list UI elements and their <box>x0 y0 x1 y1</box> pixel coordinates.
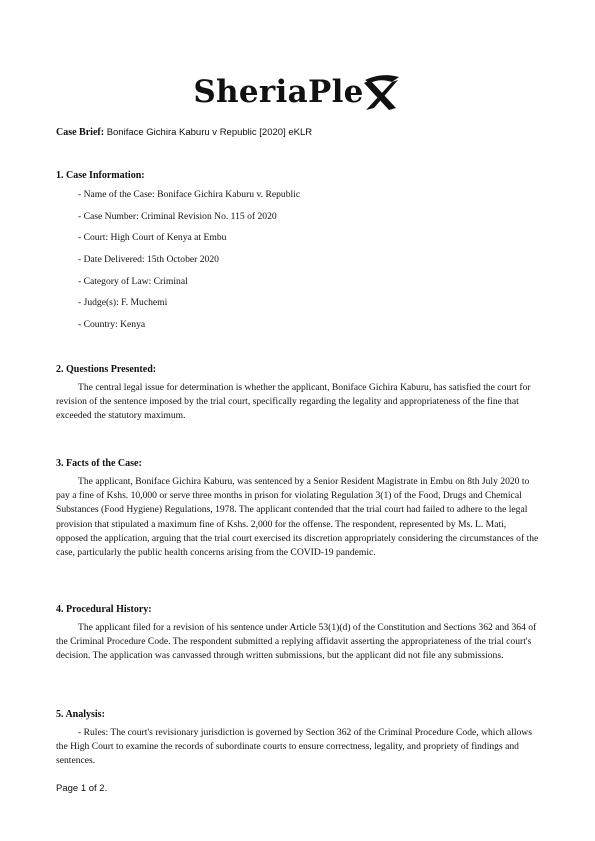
list-item: - Date Delivered: 15th October 2020 <box>78 254 219 266</box>
section-heading: 5. Analysis: <box>56 709 105 720</box>
questions-section <box>56 364 540 424</box>
case-brief-label: Case Brief: <box>56 127 105 138</box>
page-number: Page 1 of 2. <box>56 783 108 794</box>
logo-x-mark-icon <box>362 74 402 112</box>
section-paragraph: The central legal issue for determination is whether the applicant, Boniface Gichira Kaburu, has satisfied the court for revision of the sentence imposed by the trial court, specifically regarding the legality and appropriateness of the fine that exceeded the statutory maximum. <box>56 382 531 422</box>
list-item: - Court: High Court of Kenya at Embu <box>78 232 227 244</box>
facts-section <box>56 458 540 560</box>
list-item: - Judge(s): F. Muchemi <box>78 297 168 309</box>
list-item: - Case Number: Criminal Revision No. 115 of 2020 <box>78 210 277 222</box>
section-heading: 1. Case Information: <box>56 170 145 181</box>
section-heading: 3. Facts of the Case: <box>56 458 142 469</box>
case-brief-line <box>56 127 312 138</box>
section-heading: 4. Procedural History: <box>56 604 152 615</box>
section-paragraph: - Rules: The court's revisionary jurisdiction is governed by Section 362 of the Criminal Procedure Code, which allows the High Court to examine the records of subordinate courts to ensure correctness, legality, and propriety of findings and sentences. <box>56 727 532 767</box>
list-item: - Category of Law: Criminal <box>78 275 188 287</box>
list-item: - Country: Kenya <box>78 319 146 331</box>
section-paragraph: The applicant, Boniface Gichira Kaburu, was sentenced by a Senior Resident Magistrate in Embu on 8th July 2020 to pay a fine of Kshs. 10,000 or serve three months in prison for violating Regulation 3(1) of the Food, Drugs and Chemical Substances (Food Hygiene) Regulations, 1978. The applicant contended that the trial court had failed to adhere to the legal provision that stipulated a maximum fine of Kshs. 2,000 for the offense. The respondent, represented by Ms. L. Mati, opposed the application, arguing that the trial court exercised its discretion appropriately considering the circumstances of the case, particularly the public health concerns arising from the COVID-19 pandemic. <box>56 476 539 559</box>
case-information-list <box>56 188 540 331</box>
analysis-section <box>56 709 540 769</box>
section-heading: 2. Questions Presented: <box>56 364 157 375</box>
logo-text: SheriaPle <box>193 74 364 110</box>
case-information-section <box>56 170 540 331</box>
brand-logo <box>0 72 595 112</box>
list-item: - Name of the Case: Boniface Gichira Kaburu v. Republic <box>78 189 301 200</box>
procedural-history-section <box>56 604 540 664</box>
section-paragraph: The applicant filed for a revision of his sentence under Article 53(1)(d) of the Constitution and Sections 362 and 364 of the Criminal Procedure Code. The respondent submitted a replying affidavit asserting the appropriateness of the trial court's decision. The application was canvassed through written submissions, but the applicant did not file any submissions. <box>56 622 537 662</box>
case-brief-title: Boniface Gichira Kaburu v Republic [2020] eKLR <box>106 127 313 138</box>
